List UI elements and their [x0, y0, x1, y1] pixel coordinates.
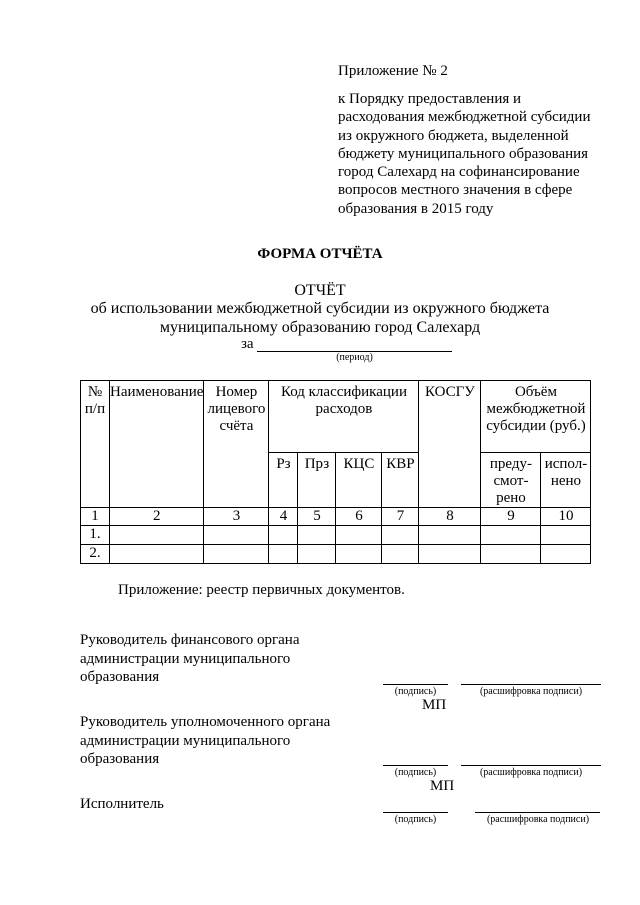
- table-row: [81, 526, 591, 545]
- column-number: 6: [336, 508, 382, 526]
- signature-label-finance: [80, 631, 300, 687]
- col-header-account: Номер лицевого счёта: [204, 381, 269, 508]
- stamp-place: МП: [422, 697, 447, 713]
- signature-decode-caption: (расшифровка подписи): [486, 814, 590, 825]
- table-cell[interactable]: [204, 526, 269, 545]
- signature-caption: (подпись): [394, 686, 437, 697]
- column-number: 7: [382, 508, 419, 526]
- period-caption: (период): [336, 352, 373, 363]
- subheader-done: испол-нено: [541, 453, 591, 508]
- signature-label-line: администрации муниципального: [80, 650, 291, 667]
- signature-label-authorized: [80, 713, 330, 769]
- row-number: 2.: [81, 545, 110, 564]
- signature-label-line: Исполнитель: [80, 796, 164, 812]
- table-cell[interactable]: [541, 526, 591, 545]
- report-subtitle: [0, 299, 640, 337]
- form-title: ФОРМА ОТЧЁТА: [257, 246, 383, 262]
- column-number: 2: [110, 508, 204, 526]
- appendix-line: бюджету муниципального образования: [338, 145, 589, 162]
- signature-label-line: образования: [80, 669, 160, 685]
- period-prefix: за: [241, 336, 254, 352]
- signature-field[interactable]: [383, 812, 448, 813]
- appendix-line: к Порядку предоставления и: [338, 91, 522, 107]
- appendix-line: вопросов местного значения в сфере: [338, 182, 573, 199]
- row-number: 1.: [81, 526, 110, 545]
- table-cell[interactable]: [110, 545, 204, 564]
- column-number: 5: [298, 508, 336, 526]
- table-cell[interactable]: [541, 545, 591, 564]
- column-number: 1: [81, 508, 110, 526]
- col-header-name: Наименование: [110, 381, 204, 508]
- appendix-title: Приложение № 2: [338, 63, 448, 79]
- table-cell[interactable]: [336, 526, 382, 545]
- column-number-row: [81, 508, 591, 526]
- subheader-kcs: КЦС: [336, 453, 382, 508]
- column-number: 9: [481, 508, 541, 526]
- column-number: 10: [541, 508, 591, 526]
- table-row: [81, 545, 591, 564]
- table-cell[interactable]: [382, 526, 419, 545]
- appendix-text: [338, 90, 628, 218]
- table-cell[interactable]: [481, 545, 541, 564]
- signature-decode-caption: (расшифровка подписи): [479, 767, 583, 778]
- table-cell[interactable]: [269, 545, 298, 564]
- table-cell[interactable]: [419, 526, 481, 545]
- subheader-planned: преду-смот-рено: [481, 453, 541, 508]
- table-cell[interactable]: [204, 545, 269, 564]
- table-cell[interactable]: [269, 526, 298, 545]
- signature-caption: (подпись): [394, 814, 437, 825]
- signature-decode-field[interactable]: [461, 684, 601, 685]
- report-subtitle-line: об использовании межбюджетной субсидии из окружного бюджета: [90, 300, 550, 317]
- report-subtitle-line: муниципальному образованию город Салехард: [159, 319, 481, 336]
- signature-caption: (подпись): [394, 767, 437, 778]
- signature-decode-field[interactable]: [461, 765, 601, 766]
- attachment-note: Приложение: реестр первичных документов.: [118, 582, 405, 598]
- subheader-rz: Рз: [269, 453, 298, 508]
- table-cell[interactable]: [481, 526, 541, 545]
- col-header-num: № п/п: [81, 381, 110, 508]
- table-cell[interactable]: [419, 545, 481, 564]
- signature-decode-field[interactable]: [475, 812, 600, 813]
- signature-label-line: администрации муниципального: [80, 732, 291, 749]
- signature-label-line: образования: [80, 751, 160, 767]
- signature-decode-caption: (расшифровка подписи): [479, 686, 583, 697]
- subheader-prz: Прз: [298, 453, 336, 508]
- stamp-place: МП: [430, 778, 455, 794]
- subheader-kvr: КВР: [382, 453, 419, 508]
- signature-label-executor: [80, 795, 164, 814]
- table-cell[interactable]: [382, 545, 419, 564]
- col-header-volume: Объём межбюджетной субсидии (руб.): [481, 381, 591, 453]
- table-cell[interactable]: [298, 545, 336, 564]
- table-cell[interactable]: [336, 545, 382, 564]
- appendix-line: расходования межбюджетной субсидии: [338, 109, 591, 126]
- col-header-kosgu: КОСГУ: [419, 381, 481, 508]
- signature-field[interactable]: [383, 684, 448, 685]
- report-title: ОТЧЁТ: [294, 282, 346, 299]
- signature-label-line: Руководитель финансового органа: [80, 632, 300, 648]
- signature-label-line: Руководитель уполномоченного органа: [80, 714, 331, 730]
- signature-field[interactable]: [383, 765, 448, 766]
- col-header-code: Код классификации расходов: [269, 381, 419, 453]
- table-cell[interactable]: [298, 526, 336, 545]
- appendix-line: город Салехард на софинансирование: [338, 164, 580, 181]
- column-number: 8: [419, 508, 481, 526]
- appendix-line: образования в 2015 году: [338, 200, 494, 217]
- appendix-line: из окружного бюджета, выделенной: [338, 127, 569, 144]
- table-cell[interactable]: [110, 526, 204, 545]
- report-table: [80, 380, 591, 564]
- column-number: 4: [269, 508, 298, 526]
- column-number: 3: [204, 508, 269, 526]
